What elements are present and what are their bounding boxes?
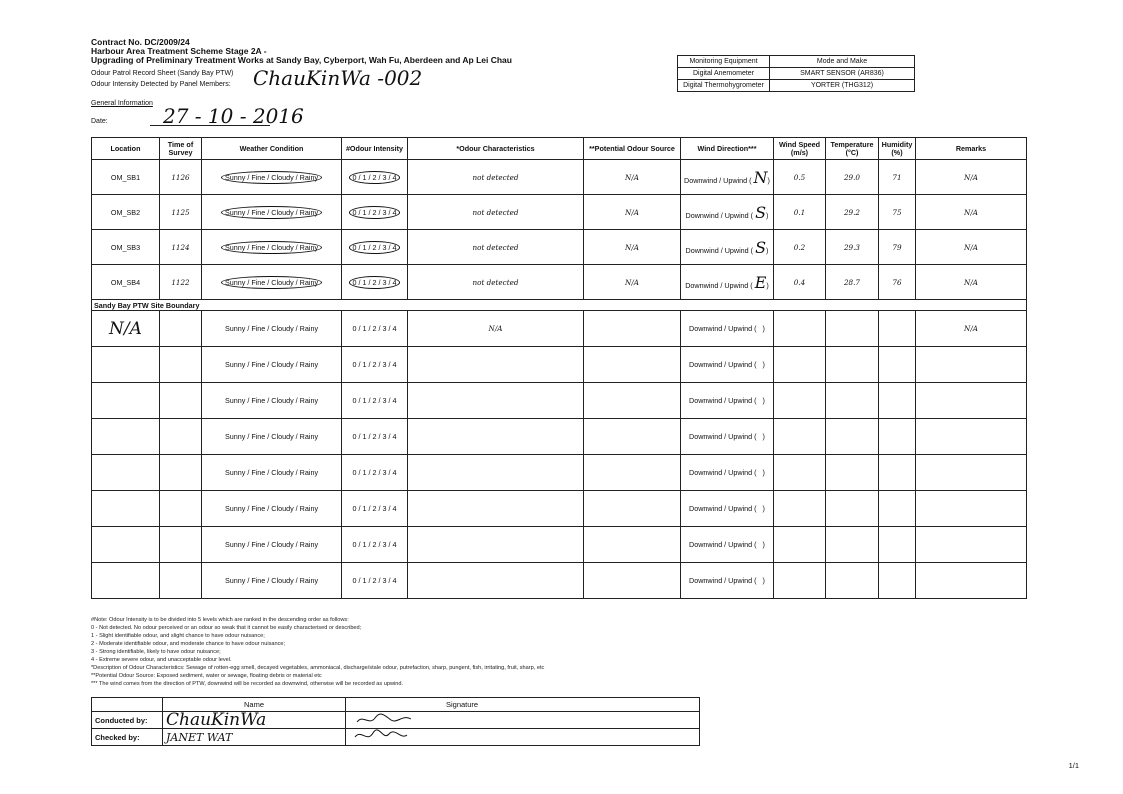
wind-close: ) <box>767 175 770 185</box>
remarks-cell <box>916 419 1027 455</box>
source-cell <box>584 311 681 347</box>
intensity-cell: 0 / 1 / 2 / 3 / 4 <box>342 491 408 527</box>
table-row <box>92 160 1027 195</box>
location-cell: OM_SB3 <box>92 230 160 265</box>
col-humidity: Humidity (%) <box>879 138 916 160</box>
table-row <box>92 311 1027 347</box>
col-characteristics: *Odour Characteristics <box>408 138 584 160</box>
record-sheet-title: Odour Patrol Record Sheet (Sandy Bay PTW) <box>91 70 234 77</box>
weather-cell: Sunny / Fine / Cloudy / Rainy <box>202 491 342 527</box>
humidity-cell: 75 <box>879 195 916 230</box>
conducted-signature <box>346 712 700 729</box>
wind-options: Downwind / Upwind ( <box>689 360 757 369</box>
characteristics-cell: not detected <box>408 160 584 195</box>
weather-options: Sunny / Fine / Cloudy / Rainy <box>221 276 322 289</box>
humidity-cell <box>879 455 916 491</box>
humidity-cell <box>879 491 916 527</box>
equipment-model: SMART SENSOR (AR836) <box>770 68 915 80</box>
intensity-cell <box>342 160 408 195</box>
location-cell <box>92 563 160 599</box>
time-cell <box>160 563 202 599</box>
wind-speed-cell <box>774 347 826 383</box>
wind-speed-cell <box>774 563 826 599</box>
conducted-label: Conducted by: <box>92 712 163 729</box>
wind-direction-value: S <box>755 237 767 257</box>
signature-header: Signature <box>346 698 700 712</box>
table-row <box>92 419 1027 455</box>
intensity-cell <box>342 195 408 230</box>
panel-member-handwriting: ChauKinWa -002 <box>253 66 423 90</box>
characteristics-cell <box>408 491 584 527</box>
date-label: Date: <box>91 118 108 125</box>
remarks-cell <box>916 563 1027 599</box>
table-row <box>92 265 1027 300</box>
wind-close: ) <box>762 360 765 369</box>
col-wind-direction: Wind Direction*** <box>681 138 774 160</box>
source-cell <box>584 347 681 383</box>
characteristics-cell <box>408 383 584 419</box>
wind-direction-cell <box>681 527 774 563</box>
humidity-cell <box>879 347 916 383</box>
source-cell: N/A <box>584 160 681 195</box>
source-cell <box>584 563 681 599</box>
temperature-cell: 29.0 <box>826 160 879 195</box>
wind-direction-cell <box>681 230 774 265</box>
intensity-cell: 0 / 1 / 2 / 3 / 4 <box>342 383 408 419</box>
wind-direction-cell <box>681 491 774 527</box>
source-cell <box>584 419 681 455</box>
wind-options: Downwind / Upwind ( <box>685 280 753 290</box>
date-handwriting: 27 - 10 - 2016 <box>163 104 304 128</box>
remarks-cell <box>916 455 1027 491</box>
note-line: 0 - Not detected. No odour perceived or an odour so weak that it cannot be easily characterised or described; <box>91 625 362 631</box>
general-info-heading: General Information <box>91 100 153 107</box>
wind-options: Downwind / Upwind ( <box>685 245 754 255</box>
time-cell <box>160 347 202 383</box>
weather-cell <box>202 195 342 230</box>
humidity-cell: 76 <box>879 265 916 300</box>
note-line: *Description of Odour Characteristics: Sewage of rotten-egg smell, decayed vegetables, ammoniacal, discharge/stale odour, putrefaction, sharp, pungent, fish, irritating, fruit, sharp, etc <box>91 665 545 671</box>
wind-speed-cell <box>774 383 826 419</box>
location-cell: OM_SB1 <box>92 160 160 195</box>
location-cell <box>92 491 160 527</box>
weather-cell: Sunny / Fine / Cloudy / Rainy <box>202 383 342 419</box>
weather-cell <box>202 230 342 265</box>
weather-cell: Sunny / Fine / Cloudy / Rainy <box>202 455 342 491</box>
table-row <box>92 455 1027 491</box>
temperature-cell <box>826 527 879 563</box>
wind-options: Downwind / Upwind ( <box>689 396 757 405</box>
weather-cell: Sunny / Fine / Cloudy / Rainy <box>202 527 342 563</box>
location-cell <box>92 383 160 419</box>
wind-direction-cell <box>681 419 774 455</box>
wind-direction-cell <box>681 311 774 347</box>
wind-speed-cell <box>774 455 826 491</box>
intensity-options: 0 / 1 / 2 / 3 / 4 <box>349 241 401 254</box>
weather-options: Sunny / Fine / Cloudy / Rainy <box>221 241 322 254</box>
wind-options: Downwind / Upwind ( <box>689 432 757 441</box>
col-time: Time of Survey <box>160 138 202 160</box>
characteristics-cell <box>408 563 584 599</box>
intensity-options: 0 / 1 / 2 / 3 / 4 <box>349 276 401 289</box>
weather-cell <box>202 265 342 300</box>
source-cell <box>584 491 681 527</box>
note-line: #Note: Odour Intensity is to be divided into 5 levels which are ranked in the descending order as follows: <box>91 617 349 623</box>
equipment-model: YORTER (THG312) <box>770 80 915 92</box>
temperature-cell <box>826 455 879 491</box>
wind-options: Downwind / Upwind ( <box>689 468 757 477</box>
intensity-cell: 0 / 1 / 2 / 3 / 4 <box>342 455 408 491</box>
wind-close: ) <box>762 540 765 549</box>
weather-cell: Sunny / Fine / Cloudy / Rainy <box>202 419 342 455</box>
note-line: 3 - Strong identifiable, likely to have odour nuisance; <box>91 649 221 655</box>
humidity-cell <box>879 419 916 455</box>
wind-options: Downwind / Upwind ( <box>689 504 757 513</box>
col-temperature: Temperature (°C) <box>826 138 879 160</box>
col-wind-speed: Wind Speed (m/s) <box>774 138 826 160</box>
wind-options: Downwind / Upwind ( <box>684 175 752 185</box>
time-cell: 1122 <box>160 265 202 300</box>
conducted-name: ChauKinWa <box>163 712 346 729</box>
humidity-cell: 71 <box>879 160 916 195</box>
characteristics-cell <box>408 347 584 383</box>
note-line: 4 - Extreme severe odour, and unacceptable odour level. <box>91 657 232 663</box>
scheme-title: Harbour Area Treatment Scheme Stage 2A - <box>91 46 267 56</box>
remarks-cell: N/A <box>916 230 1027 265</box>
location-cell: N/A <box>92 311 160 347</box>
remarks-cell: N/A <box>916 311 1027 347</box>
intensity-cell: 0 / 1 / 2 / 3 / 4 <box>342 347 408 383</box>
characteristics-cell: N/A <box>408 311 584 347</box>
weather-cell: Sunny / Fine / Cloudy / Rainy <box>202 563 342 599</box>
col-weather: Weather Condition <box>202 138 342 160</box>
section-label: Sandy Bay PTW Site Boundary <box>92 300 1027 311</box>
temperature-cell: 28.7 <box>826 265 879 300</box>
location-cell <box>92 347 160 383</box>
equipment-name: Digital Thermohygrometer <box>678 80 770 92</box>
checked-signature <box>346 729 700 746</box>
wind-direction-cell <box>681 455 774 491</box>
intensity-cell: 0 / 1 / 2 / 3 / 4 <box>342 527 408 563</box>
col-location: Location <box>92 138 160 160</box>
source-cell: N/A <box>584 230 681 265</box>
wind-options: Downwind / Upwind ( <box>689 540 757 549</box>
col-source: **Potential Odour Source <box>584 138 681 160</box>
wind-direction-value: S <box>755 202 767 222</box>
signature-scribble <box>349 729 419 743</box>
time-cell <box>160 491 202 527</box>
time-cell <box>160 383 202 419</box>
wind-options: Downwind / Upwind ( <box>689 324 757 333</box>
wind-direction-cell <box>681 265 774 300</box>
contract-number: Contract No. DC/2009/24 <box>91 37 190 47</box>
wind-close: ) <box>766 245 769 255</box>
source-cell <box>584 455 681 491</box>
table-row <box>92 383 1027 419</box>
humidity-cell <box>879 563 916 599</box>
weather-cell: Sunny / Fine / Cloudy / Rainy <box>202 347 342 383</box>
note-line: **Potential Odour Source: Exposed sediment, water or sewage, floating debris or material etc <box>91 673 322 679</box>
intensity-cell <box>342 265 408 300</box>
location-cell <box>92 527 160 563</box>
note-line: *** The wind comes from the direction of PTW, downwind will be recorded as downwind, otherwise will be recorded as upwind. <box>91 681 404 687</box>
remarks-cell <box>916 347 1027 383</box>
wind-options: Downwind / Upwind ( <box>689 576 757 585</box>
table-row <box>92 195 1027 230</box>
name-header: Name <box>163 698 346 712</box>
table-header-row <box>92 138 1027 160</box>
table-row <box>92 230 1027 265</box>
wind-direction-value: N <box>753 167 768 187</box>
temperature-cell <box>826 419 879 455</box>
wind-speed-cell <box>774 527 826 563</box>
humidity-cell <box>879 311 916 347</box>
equipment-header-2: Mode and Make <box>770 56 915 68</box>
page-number: 1/1 <box>1068 761 1079 770</box>
equipment-header-1: Monitoring Equipment <box>678 56 770 68</box>
characteristics-cell: not detected <box>408 230 584 265</box>
humidity-cell <box>879 383 916 419</box>
wind-close: ) <box>766 280 769 290</box>
time-cell: 1125 <box>160 195 202 230</box>
temperature-cell: 29.3 <box>826 230 879 265</box>
time-cell <box>160 527 202 563</box>
time-cell: 1124 <box>160 230 202 265</box>
characteristics-cell: not detected <box>408 195 584 230</box>
col-intensity: #Odour Intensity <box>342 138 408 160</box>
temperature-cell <box>826 347 879 383</box>
remarks-cell: N/A <box>916 160 1027 195</box>
weather-options: Sunny / Fine / Cloudy / Rainy <box>221 171 322 184</box>
wind-direction-cell <box>681 347 774 383</box>
wind-direction-value: E <box>754 272 767 292</box>
wind-direction-cell <box>681 383 774 419</box>
remarks-cell <box>916 383 1027 419</box>
col-remarks: Remarks <box>916 138 1027 160</box>
source-cell <box>584 383 681 419</box>
note-line: 1 - Slight identifiable odour, and slight chance to have odour nuisance; <box>91 633 265 639</box>
wind-direction-cell <box>681 195 774 230</box>
location-cell <box>92 455 160 491</box>
panel-label: Odour Intensity Detected by Panel Members: <box>91 81 231 88</box>
wind-direction-cell <box>681 160 774 195</box>
temperature-cell <box>826 383 879 419</box>
time-cell <box>160 419 202 455</box>
checked-name: JANET WAT <box>163 729 346 746</box>
humidity-cell <box>879 527 916 563</box>
table-row <box>92 491 1027 527</box>
remarks-cell: N/A <box>916 195 1027 230</box>
intensity-cell <box>342 230 408 265</box>
intensity-cell: 0 / 1 / 2 / 3 / 4 <box>342 419 408 455</box>
wind-speed-cell <box>774 419 826 455</box>
wind-close: ) <box>762 468 765 477</box>
signoff-table <box>91 697 700 746</box>
table-row <box>92 527 1027 563</box>
source-cell: N/A <box>584 265 681 300</box>
location-cell: OM_SB2 <box>92 195 160 230</box>
characteristics-cell <box>408 527 584 563</box>
intensity-options: 0 / 1 / 2 / 3 / 4 <box>349 171 401 184</box>
time-cell: 1126 <box>160 160 202 195</box>
wind-speed-cell: 0.5 <box>774 160 826 195</box>
table-row <box>92 347 1027 383</box>
intensity-cell: 0 / 1 / 2 / 3 / 4 <box>342 563 408 599</box>
wind-speed-cell <box>774 311 826 347</box>
remarks-cell <box>916 527 1027 563</box>
humidity-cell: 79 <box>879 230 916 265</box>
temperature-cell: 29.2 <box>826 195 879 230</box>
equipment-name: Digital Anemometer <box>678 68 770 80</box>
time-cell <box>160 455 202 491</box>
temperature-cell <box>826 563 879 599</box>
characteristics-cell <box>408 419 584 455</box>
intensity-options: 0 / 1 / 2 / 3 / 4 <box>349 206 401 219</box>
remarks-cell: N/A <box>916 265 1027 300</box>
weather-cell <box>202 160 342 195</box>
wind-close: ) <box>766 210 769 220</box>
wind-close: ) <box>762 432 765 441</box>
weather-options: Sunny / Fine / Cloudy / Rainy <box>221 206 322 219</box>
temperature-cell <box>826 491 879 527</box>
equipment-table <box>677 55 915 92</box>
wind-speed-cell: 0.1 <box>774 195 826 230</box>
note-line: 2 - Moderate identifiable odour, and moderate chance to have odour nuisance; <box>91 641 286 647</box>
source-cell: N/A <box>584 195 681 230</box>
weather-cell: Sunny / Fine / Cloudy / Rainy <box>202 311 342 347</box>
section-row <box>92 300 1027 311</box>
wind-direction-cell <box>681 563 774 599</box>
wind-close: ) <box>762 396 765 405</box>
checked-label: Checked by: <box>92 729 163 746</box>
table-row <box>92 563 1027 599</box>
location-cell: OM_SB4 <box>92 265 160 300</box>
location-cell <box>92 419 160 455</box>
time-cell <box>160 311 202 347</box>
source-cell <box>584 527 681 563</box>
wind-speed-cell <box>774 491 826 527</box>
temperature-cell <box>826 311 879 347</box>
wind-close: ) <box>762 324 765 333</box>
wind-options: Downwind / Upwind ( <box>685 210 754 220</box>
signature-scribble <box>349 712 419 726</box>
date-underline <box>150 125 270 126</box>
wind-close: ) <box>762 576 765 585</box>
remarks-cell <box>916 491 1027 527</box>
intensity-cell: 0 / 1 / 2 / 3 / 4 <box>342 311 408 347</box>
upgrading-title: Upgrading of Preliminary Treatment Works at Sandy Bay, Cyberport, Wah Fu, Aberdeen and Ap Lei Chau <box>91 55 512 65</box>
characteristics-cell: not detected <box>408 265 584 300</box>
odour-patrol-table <box>91 137 1027 599</box>
wind-close: ) <box>762 504 765 513</box>
wind-speed-cell: 0.2 <box>774 230 826 265</box>
wind-speed-cell: 0.4 <box>774 265 826 300</box>
characteristics-cell <box>408 455 584 491</box>
